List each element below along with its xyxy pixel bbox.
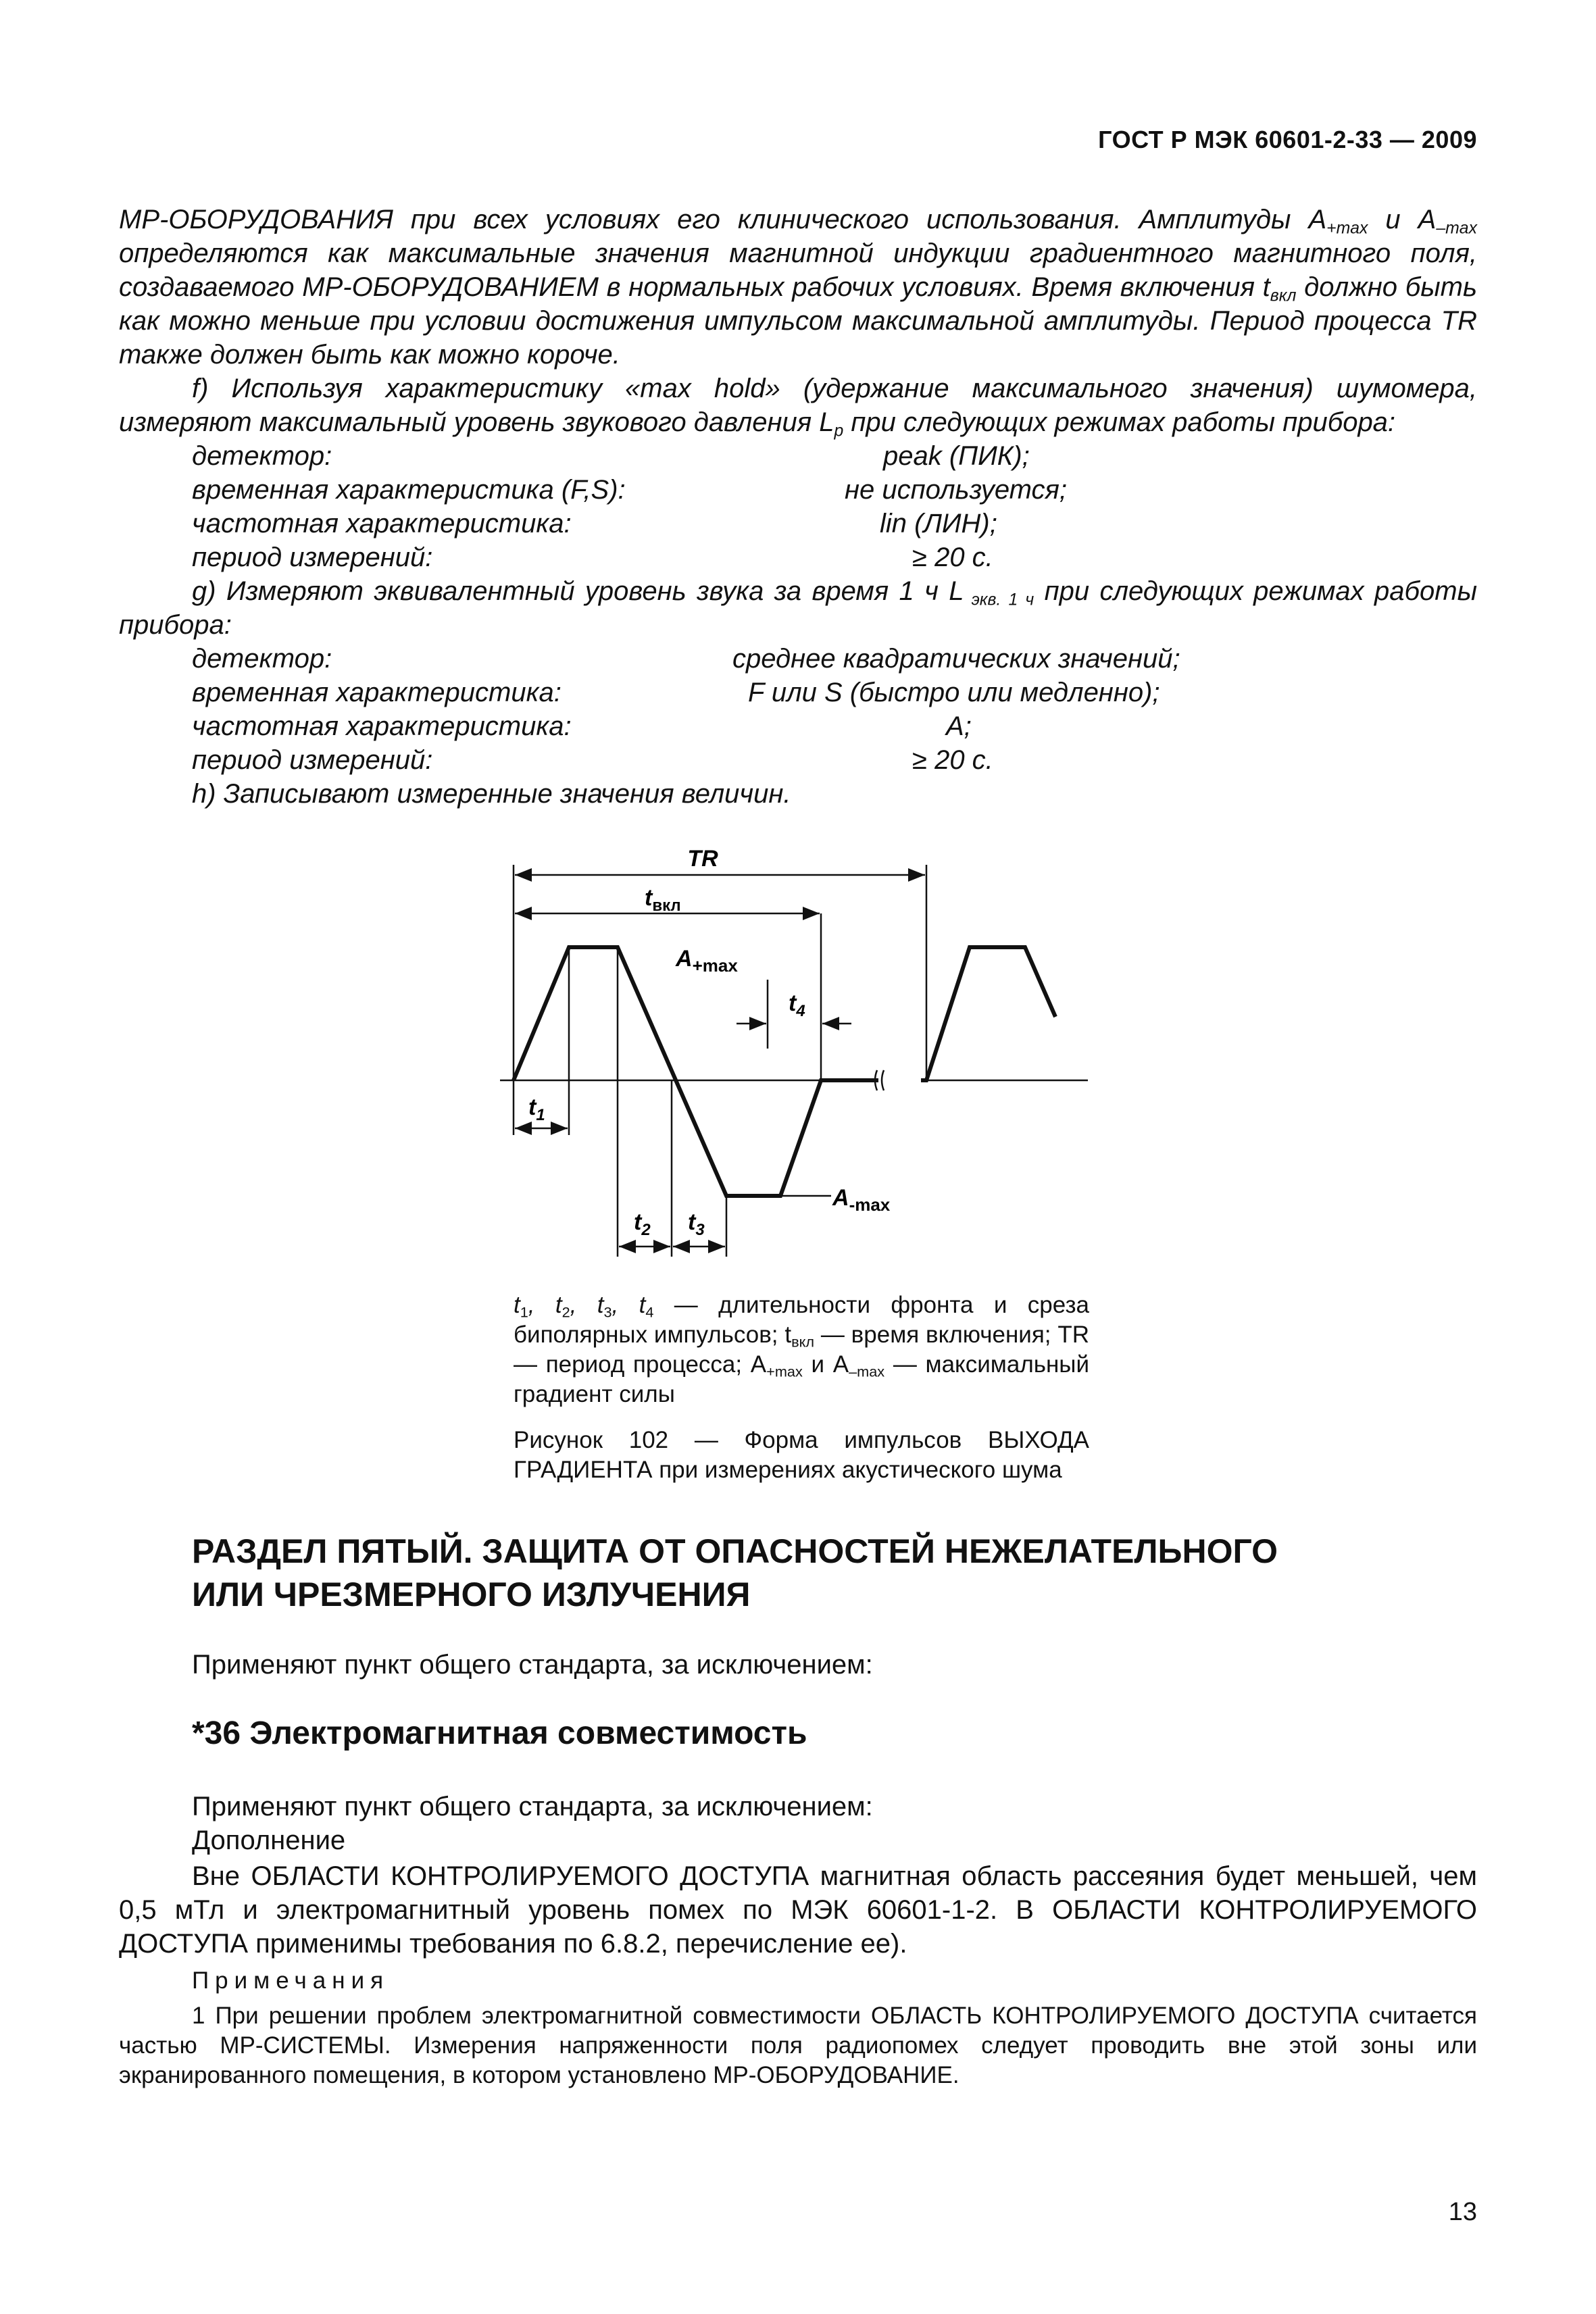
g-row-period-label: период измерений: <box>192 745 433 775</box>
p1-text-c: определяются как максимальные значения магнитной индукции градиентного магнитного поля, создаваемого МР-ОБОРУДОВАНИЕМ в нормальных рабочих условиях. Время включения <box>119 238 1477 302</box>
label-t4: $t_4$ <box>789 990 805 1020</box>
figure-caption: Рисунок 102 — Форма импульсов ВЫХОДА ГРАДИЕНТА при измерениях акустического шума <box>514 1427 1089 1483</box>
paragraph-g <box>119 574 1477 642</box>
p1-sub-vkl: вкл <box>1270 286 1297 305</box>
figure-dimensions <box>515 875 925 1247</box>
pg-text-a: g) Измеряют эквивалентный уровень звука за время 1 ч <box>192 576 949 606</box>
label-t2: $t_2$ <box>634 1209 651 1239</box>
p1-sub-minus-max: –max <box>1436 219 1477 238</box>
f-row-time-value: не используется; <box>845 475 1068 505</box>
label-t-vkl: $t_{вкл}$ <box>645 885 681 915</box>
g-row-detector-value: среднее квадратических значений; <box>732 644 1180 674</box>
page-number: 13 <box>1448 2198 1477 2226</box>
p1-text-b: и <box>1368 205 1418 234</box>
pg-text-b: при следующих режимах работы прибора: <box>119 576 1478 640</box>
g-row-detector-label: детектор: <box>192 644 332 674</box>
section-five-text: Применяют пункт общего стандарта, за исключением: <box>192 1650 873 1680</box>
label-t1: $t_1$ <box>528 1095 545 1124</box>
figure-legend: $t_1$, $t_2$, $t_3$, $t_4$ — длительности фронта и среза биполярных импульсов; $t_{вкл}$ — время включения; TR — период процесса; $A_{+max}$ и $A_{-max}$ — максимальный градиент силы <box>514 1292 1090 1407</box>
section-five-heading-line1: РАЗДЕЛ ПЯТЫЙ. ЗАЩИТА ОТ ОПАСНОСТЕЙ НЕЖЕЛАТЕЛЬНОГО <box>192 1532 1278 1570</box>
f-row-freq-label: частотная характеристика: <box>192 509 572 538</box>
p1-symbol-a2: A <box>1418 205 1437 234</box>
f-row-period-value: ≥ 20 с. <box>912 543 993 572</box>
pf-symbol-l: L <box>819 407 834 437</box>
f-row-period-label: период измерений: <box>192 543 433 572</box>
pf-sub-p: p <box>834 422 844 441</box>
notes-heading: Примечания <box>192 1967 390 1994</box>
gradient-pulse-figure <box>500 838 1108 1284</box>
f-row-freq-value: lin (ЛИН); <box>880 509 997 538</box>
paragraph-amplitudes <box>119 203 1477 372</box>
label-t3: $t_3$ <box>688 1209 705 1239</box>
pg-sub-ekv: экв. 1 ч <box>964 590 1034 609</box>
p1-sub-plus-max: +max <box>1326 219 1368 238</box>
p1-text-a: МР-ОБОРУДОВАНИЯ при всех условиях его клинического использования. Амплитуды <box>119 205 1309 234</box>
section-five-heading-line2: ИЛИ ЧРЕЗМЕРНОГО ИЗЛУЧЕНИЯ <box>192 1576 751 1613</box>
f-row-time-label: временная характеристика (F,S): <box>192 475 626 505</box>
p1-text-d: должно быть как можно меньше при условии достижения импульсом максимальной амплитуды. Период процесса TR также должен быть как можно короче. <box>119 272 1477 370</box>
label-a-plus-max: $A_{+max}$ <box>676 946 738 976</box>
label-tr: TR <box>687 846 718 872</box>
document-header: ГОСТ Р МЭК 60601-2-33 — 2009 <box>1098 126 1477 153</box>
g-row-freq-label: частотная характеристика: <box>192 711 572 741</box>
clause-36-text1: Применяют пункт общего стандарта, за исключением: <box>192 1792 873 1821</box>
clause-36-text2: Дополнение <box>192 1826 346 1855</box>
label-a-minus-max: $A_{-max}$ <box>832 1185 891 1215</box>
clause-36-heading: *36 Электромагнитная совместимость <box>192 1715 807 1751</box>
f-row-detector-label: детектор: <box>192 441 332 471</box>
clause-36-text3: Вне ОБЛАСТИ КОНТРОЛИРУЕМОГО ДОСТУПА магнитная область рассеяния будет меньшей, чем 0,5 мТл и электромагнитный уровень помех по МЭК 60601-1-2. В ОБЛАСТИ КОНТРОЛИРУЕМОГО ДОСТУПА применимы требования по 6.8.2, перечисление ее). <box>119 1861 1477 1959</box>
g-row-time-label: временная характеристика: <box>192 678 562 707</box>
pulse-waveform-next <box>921 947 1055 1080</box>
figure-guides <box>500 865 1088 1257</box>
p1-symbol-a: A <box>1308 205 1327 234</box>
f-row-detector-value: peak (ПИК); <box>883 441 1030 471</box>
paragraph-f <box>119 372 1477 439</box>
g-row-time-value: F или S (быстро или медленно); <box>748 678 1160 707</box>
paragraph-h: h) Записывают измеренные значения величин. <box>192 779 791 809</box>
pf-text-a: f) Используя характеристику «max hold» (удержание максимального значения) шумомера, измеряют максимальный уровень звукового давления <box>119 374 1477 437</box>
note-1: 1 При решении проблем электромагнитной совместимости ОБЛАСТЬ КОНТРОЛИРУЕМОГО ДОСТУПА считается частью МР-СИСТЕМЫ. Измерения напряженности поля радиопомех следует проводить вне этой зоны или экранированного помещения, в котором установлено МР-ОБОРУДОВАНИЕ. <box>119 2003 1477 2088</box>
pg-symbol-l: L <box>949 576 964 606</box>
p1-symbol-t: t <box>1262 272 1270 302</box>
g-row-period-value: ≥ 20 с. <box>912 745 993 775</box>
pf-text-b: при следующих режимах работы прибора: <box>843 407 1396 437</box>
g-row-freq-value: A; <box>946 711 972 741</box>
